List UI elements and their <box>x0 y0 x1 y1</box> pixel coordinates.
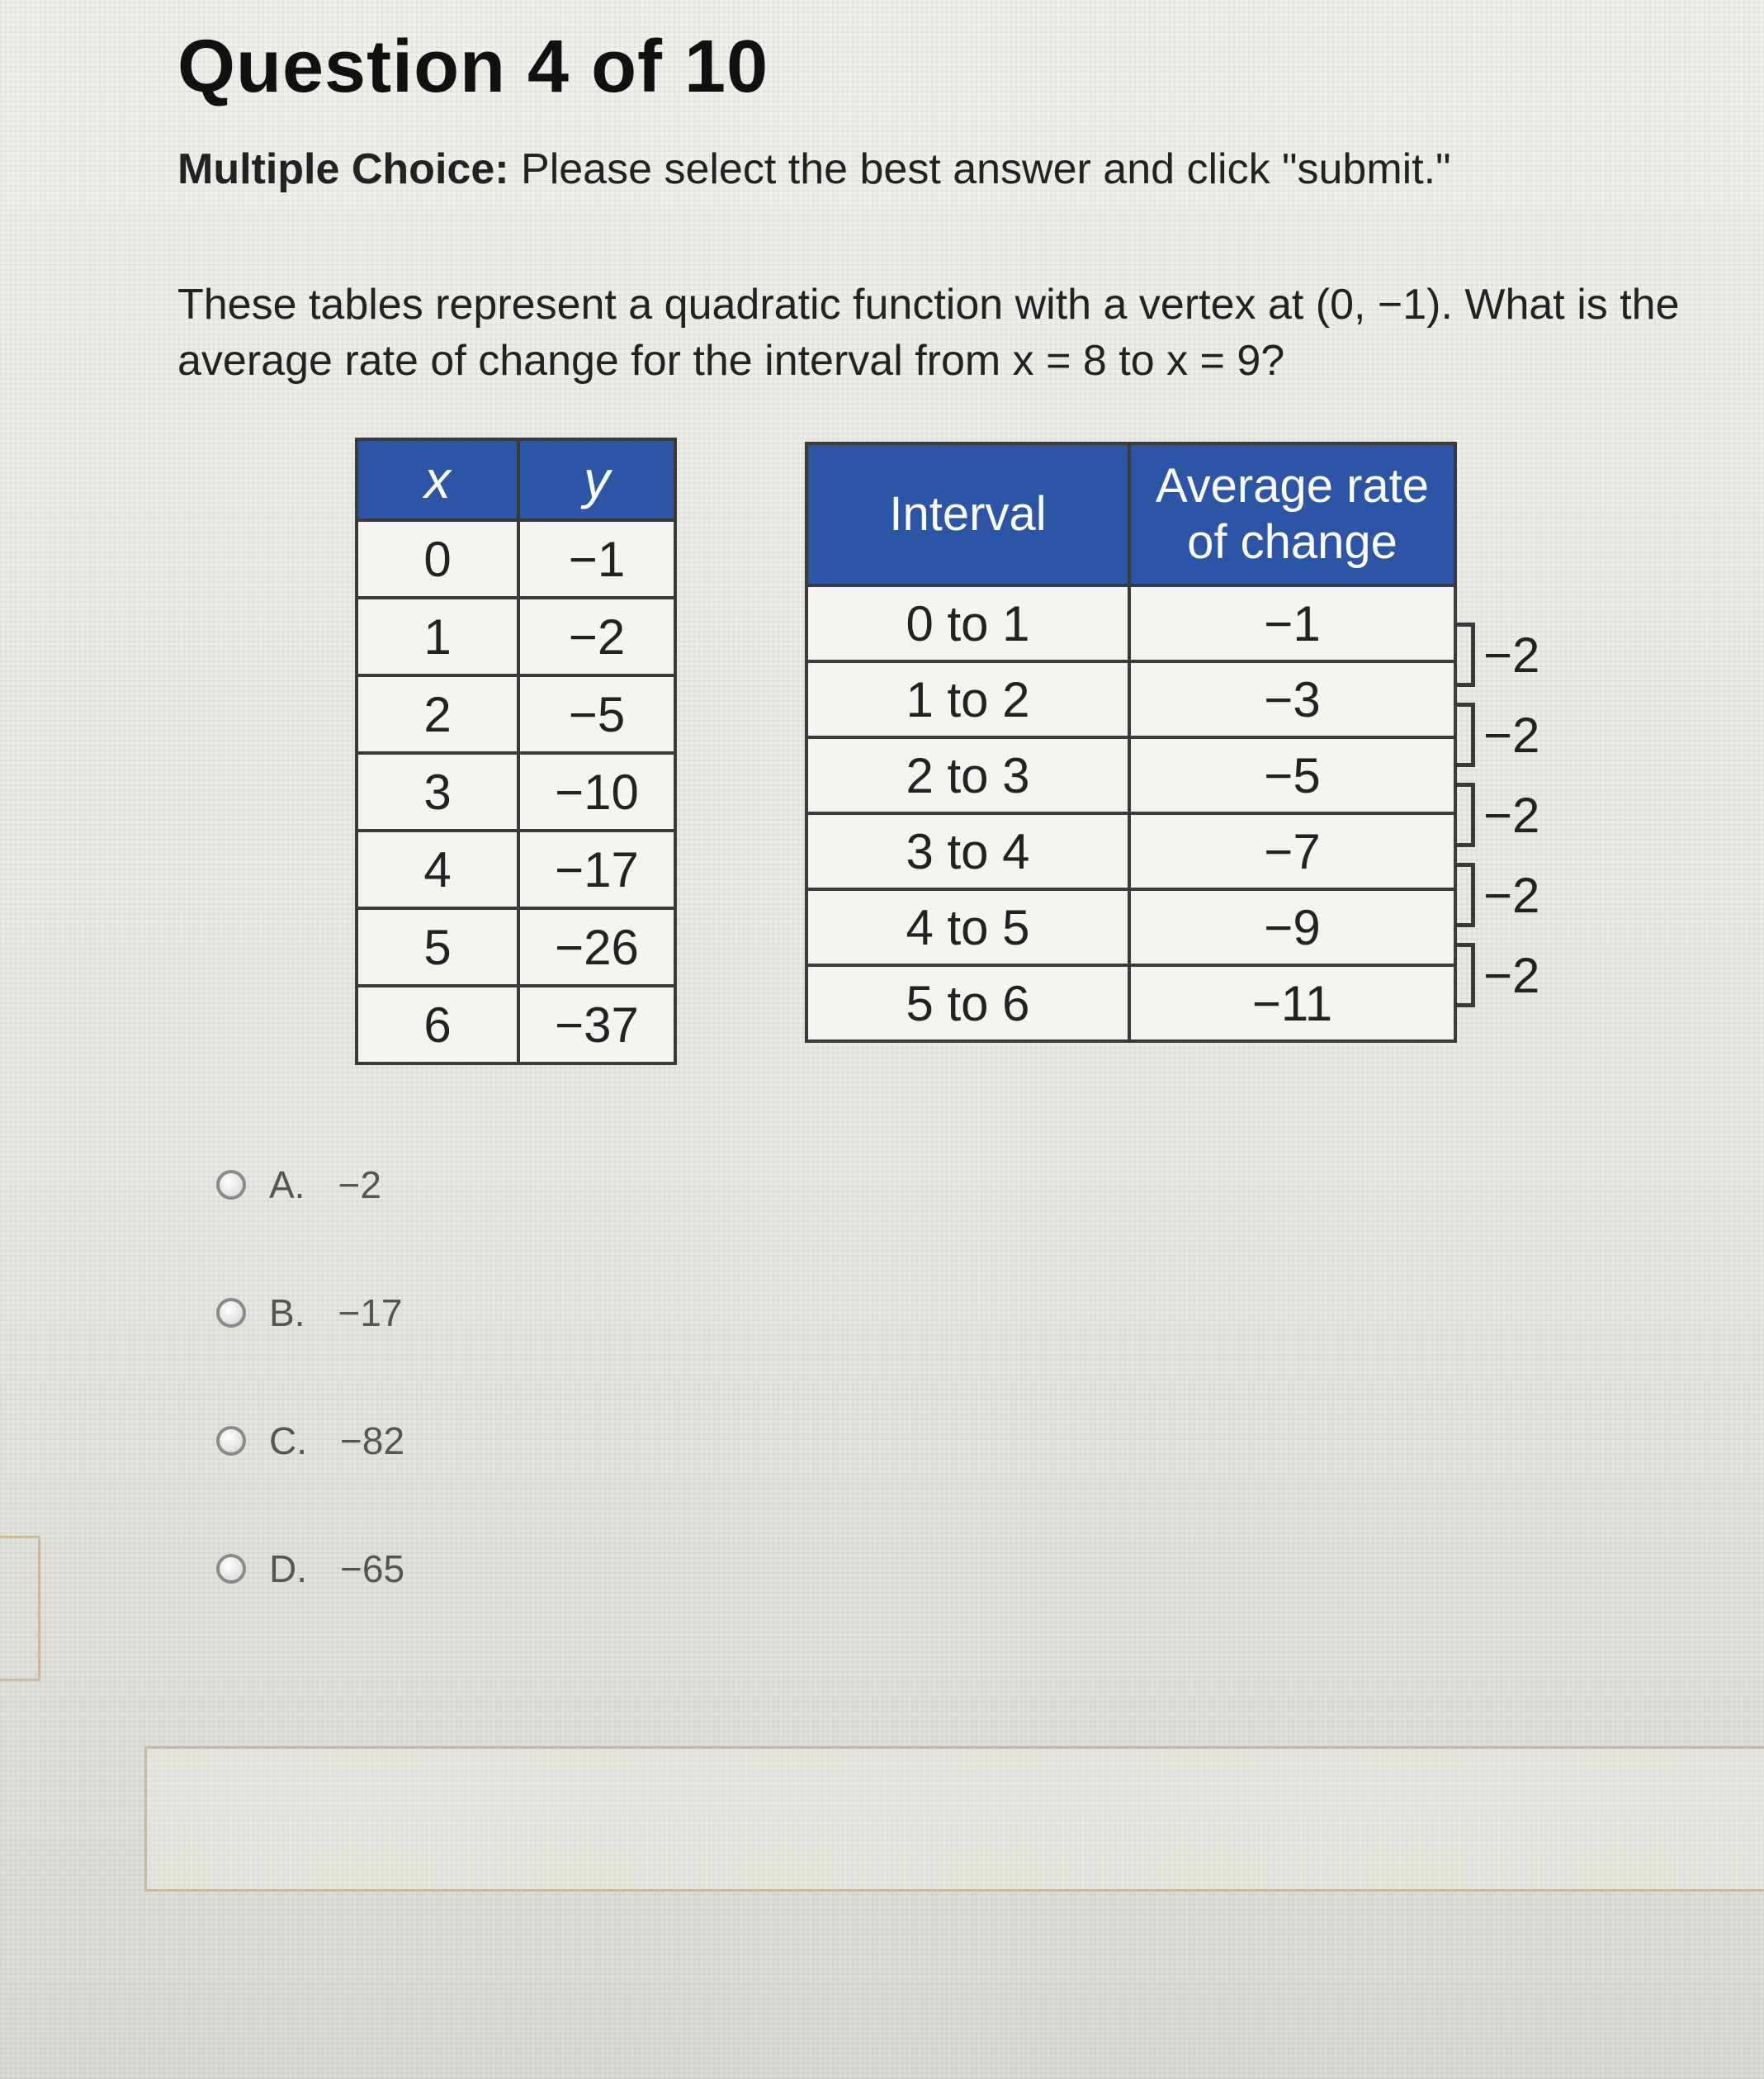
rate-cell: −1 <box>1129 585 1455 661</box>
x-cell: 1 <box>357 598 518 675</box>
difference-value: −2 <box>1483 707 1540 763</box>
bottom-panel <box>144 1746 1764 1892</box>
bracket-icon <box>1457 783 1475 847</box>
header-y: y <box>518 439 675 520</box>
instruction-label: Multiple Choice: <box>177 145 509 193</box>
y-cell: −37 <box>518 986 675 1063</box>
interval-cell: 5 to 6 <box>806 965 1129 1041</box>
difference-bracket <box>1457 779 1539 850</box>
option-a[interactable] <box>216 1148 404 1222</box>
option-letter: A. <box>269 1163 305 1206</box>
y-cell: −2 <box>518 598 675 675</box>
interval-cell: 2 to 3 <box>806 737 1129 813</box>
interval-cell: 0 to 1 <box>806 585 1129 661</box>
x-cell: 3 <box>357 753 518 831</box>
bracket-icon <box>1457 863 1475 927</box>
answer-options <box>216 1148 404 1660</box>
difference-bracket <box>1457 860 1539 931</box>
rate-cell: −7 <box>1129 813 1455 889</box>
table-row <box>357 520 675 598</box>
radio-button-icon[interactable] <box>216 1298 246 1328</box>
difference-value: −2 <box>1483 867 1540 923</box>
difference-bracket <box>1457 699 1539 770</box>
rate-cell: −3 <box>1129 661 1455 737</box>
rate-cell: −9 <box>1129 889 1455 965</box>
y-cell: −5 <box>518 675 675 753</box>
table-row <box>357 986 675 1063</box>
bracket-icon <box>1457 623 1475 687</box>
difference-bracket <box>1457 940 1539 1011</box>
interval-cell: 3 to 4 <box>806 813 1129 889</box>
bracket-icon <box>1457 943 1475 1007</box>
header-x: x <box>357 439 518 520</box>
x-cell: 2 <box>357 675 518 753</box>
radio-button-icon[interactable] <box>216 1170 246 1200</box>
option-letter: B. <box>269 1291 305 1334</box>
option-letter: C. <box>269 1419 307 1462</box>
bracket-icon <box>1457 703 1475 767</box>
xy-values-table <box>355 438 677 1065</box>
radio-button-icon[interactable] <box>216 1554 246 1584</box>
instructions <box>177 144 1451 194</box>
header-average-rate: Average rate of change <box>1129 443 1455 585</box>
table-header-row <box>357 439 675 520</box>
table-row <box>806 813 1455 889</box>
table-row <box>357 675 675 753</box>
option-value: −65 <box>340 1547 405 1590</box>
y-cell: −10 <box>518 753 675 831</box>
interval-cell: 4 to 5 <box>806 889 1129 965</box>
rate-of-change-table <box>805 442 1457 1043</box>
rate-cell: −5 <box>1129 737 1455 813</box>
y-cell: −1 <box>518 520 675 598</box>
option-c[interactable] <box>216 1404 404 1478</box>
option-value: −2 <box>338 1163 381 1206</box>
question-title: Question 4 of 10 <box>177 26 769 108</box>
table-row <box>357 598 675 675</box>
table-row <box>806 889 1455 965</box>
difference-value: −2 <box>1483 947 1540 1003</box>
difference-bracket <box>1457 619 1539 690</box>
x-cell: 0 <box>357 520 518 598</box>
x-cell: 4 <box>357 831 518 908</box>
x-cell: 6 <box>357 986 518 1063</box>
option-value: −17 <box>338 1291 403 1334</box>
table-row <box>357 753 675 831</box>
difference-value: −2 <box>1483 627 1540 683</box>
table-row <box>357 908 675 986</box>
option-d[interactable] <box>216 1532 404 1606</box>
instruction-text: Please select the best answer and click "submit." <box>521 145 1451 193</box>
table-header-row <box>806 443 1455 585</box>
rate-cell: −11 <box>1129 965 1455 1041</box>
second-difference-brackets <box>1457 0 1622 1073</box>
radio-button-icon[interactable] <box>216 1426 246 1456</box>
x-cell: 5 <box>357 908 518 986</box>
table-row <box>806 661 1455 737</box>
y-cell: −17 <box>518 831 675 908</box>
table-row <box>357 831 675 908</box>
y-cell: −26 <box>518 908 675 986</box>
option-letter: D. <box>269 1547 307 1590</box>
side-panel-edge <box>0 1536 40 1681</box>
header-interval: Interval <box>806 443 1129 585</box>
interval-cell: 1 to 2 <box>806 661 1129 737</box>
option-value: −82 <box>340 1419 405 1462</box>
difference-value: −2 <box>1483 787 1540 843</box>
table-row <box>806 965 1455 1041</box>
option-b[interactable] <box>216 1276 404 1350</box>
table-row <box>806 585 1455 661</box>
table-row <box>806 737 1455 813</box>
question-prompt: These tables represent a quadratic function with a vertex at (0, −1). What is the average rate of change for the interval from x = 8 to x = 9? <box>177 281 1680 385</box>
